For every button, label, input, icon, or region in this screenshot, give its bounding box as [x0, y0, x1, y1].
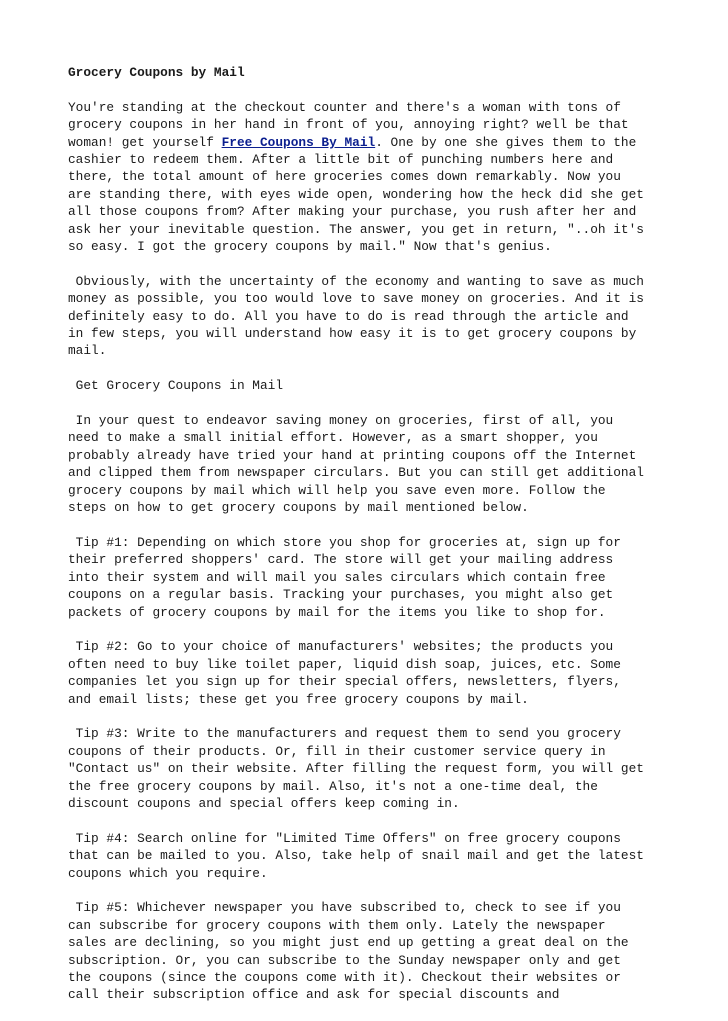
text-line: subscription. Or, you can subscribe to the Sunday newspaper only and get [68, 952, 621, 968]
text-line: steps on how to get grocery coupons by mail mentioned below. [68, 500, 529, 516]
text-line: cashier to redeem them. After a little bit of punching numbers here and [68, 152, 614, 168]
text-line: need to make a small initial effort. However, as a smart shopper, you [68, 430, 598, 446]
text-line: Obviously, with the uncertainty of the economy and wanting to save as much [68, 273, 644, 289]
text-line: discount coupons and special offers keep coming in. [68, 795, 460, 811]
text-line: coupons on a regular basis. Tracking your purchases, you might also get [68, 587, 614, 603]
text-line: probably already have tried your hand at printing coupons off the Internet [68, 447, 637, 463]
text-line: into their system and will mail you sales circulars which contain free [68, 569, 606, 585]
text-line: often need to buy like toilet paper, liquid dish soap, juices, etc. Some [68, 656, 621, 672]
text-line: In your quest to endeavor saving money on groceries, first of all, you [68, 413, 614, 429]
text-line: call their subscription office and ask for special discounts and [68, 987, 560, 1003]
text-line: the free grocery coupons by mail. Also, it's not a one-time deal, the [68, 778, 598, 794]
text-line-with-link [68, 134, 668, 151]
text-line: and clipped them from newspaper circulars. But you can still get additional [68, 465, 644, 481]
document-page [68, 64, 668, 1021]
text-line: coupons which you require. [68, 865, 268, 881]
text-line: money as possible, you too would love to save money on groceries. And it is [68, 291, 644, 307]
free-coupons-by-mail-link[interactable]: Free Coupons By Mail [221, 134, 376, 150]
text-line: their preferred shoppers' card. The store will get your mailing address [68, 552, 614, 568]
text-line: "Contact us" on their website. After filling the request form, you will get [68, 761, 644, 777]
text-line: all those coupons from? After making your purchase, you rush after her and [68, 204, 637, 220]
text-line: sales are declining, so you might just end up getting a great deal on the [68, 935, 629, 951]
text-line: are standing there, with eyes wide open, wondering how the heck did she get [68, 186, 644, 202]
text-line: in few steps, you will understand how easy it is to get grocery coupons by [68, 326, 637, 342]
text-line: Tip #4: Search online for "Limited Time Offers" on free grocery coupons [68, 830, 621, 846]
quest-paragraph [68, 412, 668, 516]
text-line: ask her your inevitable question. The answer, you get in return, "..oh it's [68, 221, 644, 237]
tip-1-paragraph [68, 534, 668, 621]
text-line: Tip #5: Whichever newspaper you have subscribed to, check to see if you [68, 900, 621, 916]
text-segment: . One by one she gives them to the [375, 134, 637, 150]
text-line: Tip #2: Go to your choice of manufacturers' websites; the products you [68, 639, 614, 655]
text-line: companies let you sign up for their special offers, newsletters, flyers, [68, 674, 621, 690]
text-line: the coupons (since the coupons come with it). Checkout their websites or [68, 969, 621, 985]
tip-2-paragraph [68, 638, 668, 708]
text-line: grocery coupons by mail which will help you save even more. Follow the [68, 482, 606, 498]
document-title: Grocery Coupons by Mail [68, 65, 245, 80]
text-line: coupons of their products. Or, fill in their customer service query in [68, 743, 606, 759]
text-line: and email lists; these get you free grocery coupons by mail. [68, 691, 529, 707]
text-line: mail. [68, 343, 107, 359]
text-line: that can be mailed to you. Also, take help of snail mail and get the latest [68, 848, 644, 864]
text-line: grocery coupons in her hand in front of you, annoying right? well be that [68, 117, 629, 133]
text-line: Tip #1: Depending on which store you shop for groceries at, sign up for [68, 534, 621, 550]
tip-5-paragraph [68, 899, 668, 1003]
text-line: so easy. I got the grocery coupons by mail." Now that's genius. [68, 239, 552, 255]
text-line: Tip #3: Write to the manufacturers and request them to send you grocery [68, 726, 621, 742]
text-line: can subscribe for grocery coupons with them only. Lately the newspaper [68, 917, 606, 933]
text-line: packets of grocery coupons by mail for the items you like to shop for. [68, 604, 606, 620]
text-line: definitely easy to do. All you have to do is read through the article and [68, 308, 629, 324]
tip-3-paragraph [68, 725, 668, 812]
text-line: You're standing at the checkout counter and there's a woman with tons of [68, 99, 621, 115]
obviously-paragraph [68, 273, 668, 360]
text-line: there, the total amount of here groceries comes down remarkably. Now you [68, 169, 621, 185]
subheading-text: Get Grocery Coupons in Mail [68, 378, 284, 394]
intro-paragraph [68, 99, 668, 256]
section-subheading [68, 377, 668, 394]
text-segment: woman! get yourself [68, 134, 222, 150]
tip-4-paragraph [68, 830, 668, 882]
